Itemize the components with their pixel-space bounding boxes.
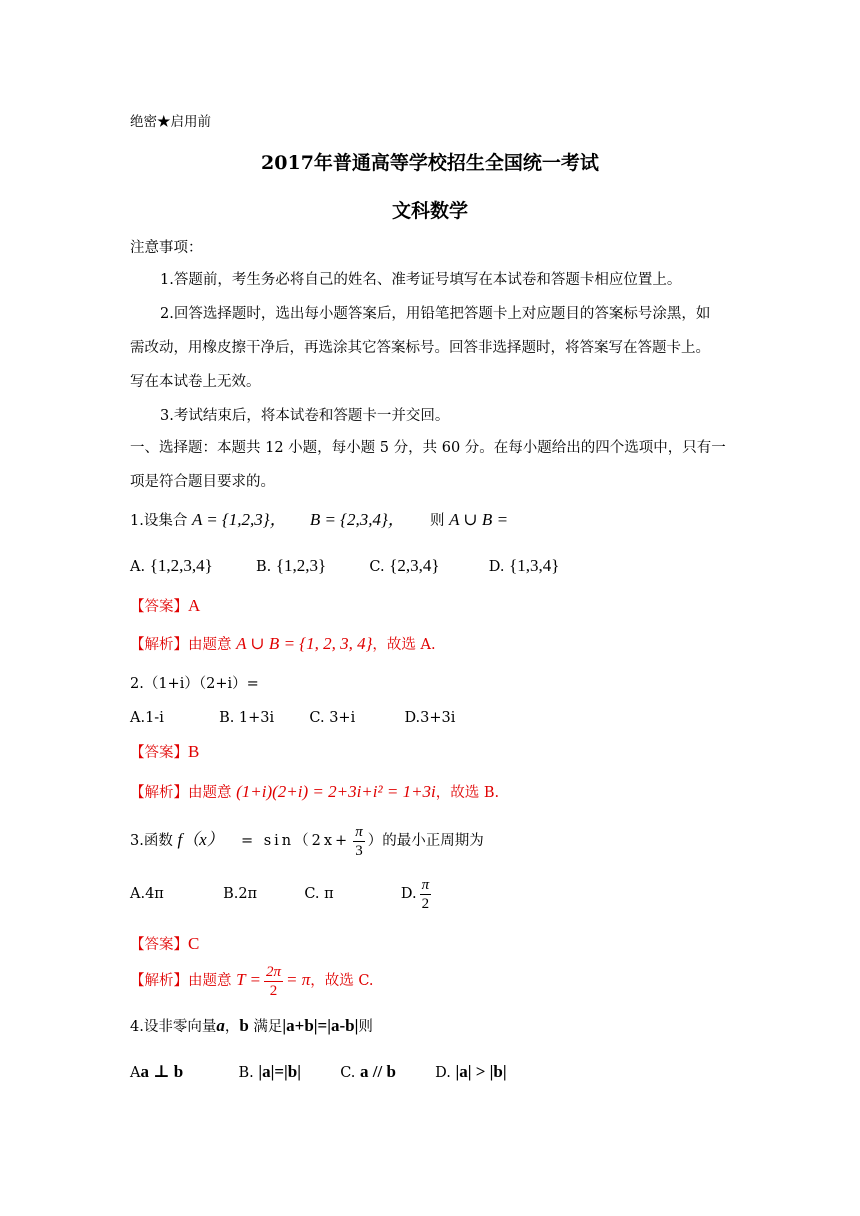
q3-option-a: A.4π: [130, 886, 164, 902]
q1-answer-value: A: [188, 596, 201, 615]
q3-analysis-fraction: [264, 963, 283, 1000]
q1-expr: A ∪ B =: [449, 510, 509, 529]
question-1-options: [130, 556, 559, 577]
notes-heading: 注意事项：: [130, 240, 203, 256]
q4-stem-pre: 4.设非零向量: [130, 1019, 217, 1035]
q4-option-b: |a|=|b|: [258, 1062, 301, 1081]
note-2-line-2: 需改动，用橡皮擦干净后，再选涂其它答案标号。回答非选择题时，将答案写在答题卡上。: [130, 340, 710, 356]
q3-fraction-num: π: [355, 823, 363, 840]
q3-analysis-t: T =: [236, 970, 261, 989]
q2-answer: [130, 742, 199, 763]
q4-condition: |a+b|=|a-b|: [282, 1016, 359, 1035]
note-3: 3.考试结束后，将本试卷和答题卡一并交回。: [160, 408, 450, 424]
question-4-stem: [130, 1016, 373, 1037]
question-3-options: [130, 872, 434, 916]
q1-answer: [130, 596, 200, 617]
q4-option-a-label: A: [130, 1065, 141, 1081]
q3-fraction-den: 3: [355, 842, 363, 859]
q3-option-d-num: π: [421, 876, 430, 893]
section-line-1: 一、选择题：本题共 12 小题，每小题 5 分，共 60 分。在每小题给出的四个选项中，只有一: [130, 440, 726, 456]
question-1-stem: [130, 510, 508, 531]
q1-option-b-label: B.: [256, 559, 272, 575]
q1-option-a-value: {1,2,3,4}: [149, 556, 213, 575]
q3-tail: ）的最小正周期为: [367, 833, 484, 849]
q4-comma: ，: [224, 1019, 240, 1035]
q2-option-b: B. 1+3i: [219, 710, 275, 726]
q1-option-d-label: D.: [488, 559, 505, 575]
q3-analysis-label: 【解析】: [130, 973, 188, 989]
confidential-mark: 绝密★启用前: [130, 114, 211, 130]
q3-answer: [130, 934, 199, 955]
q4-stem-mid: 满足: [253, 1019, 283, 1035]
q4-option-c: a // b: [360, 1062, 396, 1081]
q2-option-a: A.1-i: [130, 710, 164, 726]
q1-set-a: A = {1,2,3}，: [191, 510, 287, 529]
q3-analysis-den: 2: [269, 982, 278, 999]
q2-analysis-math: (1+i)(2+i) = 2+3i+i² = 1+3i: [236, 782, 436, 801]
q2-answer-value: B: [188, 742, 200, 761]
q4-stem-post: 则: [358, 1019, 373, 1035]
exam-subtitle: 文科数学: [391, 200, 468, 222]
q1-analysis-pre: 由题意: [188, 637, 232, 653]
q3-option-c: C. π: [304, 886, 334, 902]
q3-function: f（x）: [177, 830, 224, 849]
q3-option-b: B.2π: [223, 886, 258, 902]
question-3-stem: [130, 818, 484, 862]
question-4-options: [130, 1062, 507, 1083]
q2-option-c: C. 3+i: [309, 710, 356, 726]
q1-set-b: B = {2,3,4}，: [309, 510, 405, 529]
q1-analysis-post: ，故选 A.: [372, 637, 436, 653]
q1-option-d-value: {1,3,4}: [509, 556, 560, 575]
q3-option-d-label: D.: [400, 886, 417, 902]
section-line-2: 项是符合题目要求的。: [130, 474, 275, 490]
note-2-line-1: 2.回答选择题时，选出每小题答案后，用铅笔把答题卡上对应题目的答案标号涂黑，如: [160, 306, 711, 322]
q2-answer-label: 【答案】: [130, 745, 188, 761]
q1-option-b-value: {1,2,3}: [275, 556, 327, 575]
q1-option-a-label: A.: [130, 559, 146, 575]
q3-fraction: [353, 823, 365, 860]
q4-option-b-label: B.: [238, 1065, 254, 1081]
q2-analysis-label: 【解析】: [130, 785, 188, 801]
question-2-stem: 2.（1+i）（2+i）=: [130, 676, 259, 692]
q1-option-c-value: {2,3,4}: [389, 556, 440, 575]
q4-option-a: a ⊥ b: [140, 1062, 184, 1081]
q4-vector-b: b: [239, 1016, 249, 1035]
q3-analysis-post: ，故选 C.: [310, 973, 374, 989]
q4-option-d: |a| > |b|: [455, 1062, 507, 1081]
q1-answer-label: 【答案】: [130, 599, 188, 615]
q3-analysis-pre: 由题意: [188, 973, 232, 989]
q4-option-d-label: D.: [435, 1065, 451, 1081]
q2-analysis: [130, 782, 499, 803]
q3-number: 3.函数: [130, 833, 173, 849]
q3-equation: = sin（2x+: [240, 833, 351, 849]
q3-analysis: [130, 958, 374, 1002]
q1-analysis-math: A ∪ B = {1, 2, 3, 4}: [236, 634, 373, 653]
q3-answer-label: 【答案】: [130, 937, 188, 953]
note-2-line-3: 写在本试卷上无效。: [130, 374, 261, 390]
q2-analysis-post: ，故选 B.: [435, 785, 500, 801]
q1-number: 1.设集合: [130, 513, 188, 529]
q3-analysis-num: 2π: [265, 963, 281, 980]
q4-vector-a: a: [216, 1016, 225, 1035]
q2-option-d: D.3+3i: [404, 710, 456, 726]
q1-analysis-label: 【解析】: [130, 637, 188, 653]
q3-answer-value: C: [188, 934, 200, 953]
exam-title: 2017年普通高等学校招生全国统一考试: [261, 152, 599, 174]
q1-analysis: [130, 634, 436, 655]
note-1: 1.答题前，考生务必将自己的姓名、准考证号填写在本试卷和答题卡相应位置上。: [160, 272, 682, 288]
q2-analysis-pre: 由题意: [188, 785, 232, 801]
question-2-options: [130, 708, 455, 728]
q3-option-d-den: 2: [421, 895, 430, 912]
q3-option-d-fraction: [420, 876, 432, 913]
q1-option-c-label: C.: [369, 559, 385, 575]
q3-analysis-eq: = π: [286, 970, 311, 989]
q1-ask: 则: [430, 513, 445, 529]
q4-option-c-label: C.: [340, 1065, 356, 1081]
